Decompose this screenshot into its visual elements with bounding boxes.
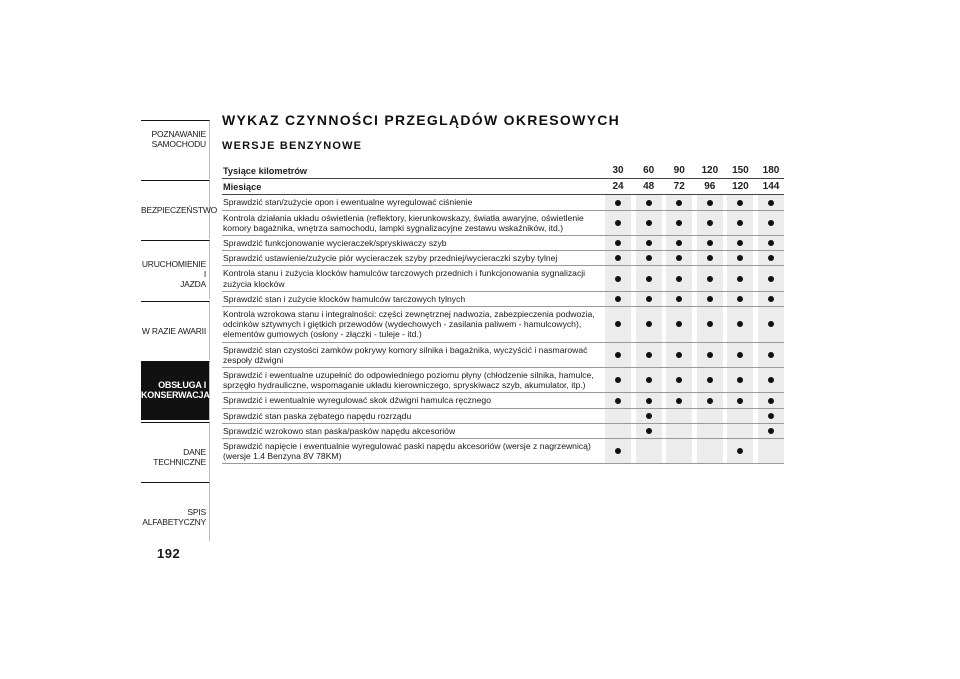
bullet-icon bbox=[707, 240, 713, 246]
check-cell bbox=[697, 195, 723, 209]
months-value: 144 bbox=[758, 179, 784, 194]
bullet-icon bbox=[768, 200, 774, 206]
km-value: 120 bbox=[697, 163, 723, 178]
empty-cell bbox=[605, 424, 631, 438]
bullet-icon bbox=[646, 377, 652, 383]
months-value: 72 bbox=[666, 179, 692, 194]
check-cell bbox=[605, 236, 631, 250]
bullet-icon bbox=[646, 413, 652, 419]
bullet-icon bbox=[676, 377, 682, 383]
check-cell bbox=[758, 307, 784, 342]
bullet-icon bbox=[707, 200, 713, 206]
check-cell bbox=[758, 251, 784, 265]
check-cell bbox=[605, 292, 631, 306]
bullet-icon bbox=[707, 377, 713, 383]
table-row bbox=[222, 292, 784, 307]
bullet-icon bbox=[737, 220, 743, 226]
table-row bbox=[222, 266, 784, 291]
bullet-icon bbox=[737, 276, 743, 282]
check-cell bbox=[697, 368, 723, 392]
km-value: 150 bbox=[727, 163, 753, 178]
bullet-icon bbox=[707, 255, 713, 261]
bullet-icon bbox=[737, 377, 743, 383]
check-cell bbox=[636, 211, 662, 235]
empty-cell bbox=[666, 409, 692, 423]
check-cell bbox=[758, 368, 784, 392]
bullet-icon bbox=[615, 220, 621, 226]
task-description: Sprawdzić stan czystości zamków pokrywy komory silnika i bagażnika, wyczyścić i nasmarować zespoły dźwigni bbox=[223, 344, 588, 365]
check-cell bbox=[666, 236, 692, 250]
bullet-icon bbox=[737, 240, 743, 246]
table-body bbox=[222, 195, 784, 464]
months-value: 48 bbox=[636, 179, 662, 194]
km-label: Tysiące kilometrów bbox=[223, 166, 308, 176]
check-cell bbox=[605, 439, 631, 463]
months-header-row bbox=[222, 179, 784, 195]
bullet-icon bbox=[768, 255, 774, 261]
check-cell bbox=[636, 195, 662, 209]
page-number: 192 bbox=[157, 546, 181, 561]
bullet-icon bbox=[707, 276, 713, 282]
check-cell bbox=[727, 251, 753, 265]
bullet-icon bbox=[646, 240, 652, 246]
bullet-icon bbox=[707, 352, 713, 358]
check-cell bbox=[758, 236, 784, 250]
task-description: Sprawdzić ustawienie/zużycie piór wycieraczek szyby przedniej/wycieraczki szyby tylnej bbox=[223, 253, 558, 264]
bullet-icon bbox=[646, 321, 652, 327]
check-cell bbox=[727, 292, 753, 306]
bullet-icon bbox=[737, 296, 743, 302]
bullet-icon bbox=[615, 398, 621, 404]
check-cell bbox=[727, 343, 753, 367]
bullet-icon bbox=[646, 428, 652, 434]
bullet-icon bbox=[615, 321, 621, 327]
task-description: Kontrola działania układu oświetlenia (reflektory, kierunkowskazy, światła awaryjne, oświetlenie komory bagażnika, wnętrza samochodu, lampki sygnalizacyjne zestawu wskaźników, itd.) bbox=[223, 212, 584, 233]
check-cell bbox=[697, 211, 723, 235]
check-cell bbox=[758, 393, 784, 407]
bullet-icon bbox=[737, 255, 743, 261]
check-cell bbox=[605, 307, 631, 342]
bullet-icon bbox=[615, 240, 621, 246]
bullet-icon bbox=[676, 200, 682, 206]
check-cell bbox=[727, 368, 753, 392]
bullet-icon bbox=[707, 220, 713, 226]
check-cell bbox=[697, 343, 723, 367]
empty-cell bbox=[605, 409, 631, 423]
check-cell bbox=[605, 251, 631, 265]
check-cell bbox=[666, 251, 692, 265]
check-cell bbox=[636, 307, 662, 342]
task-description: Sprawdzić funkcjonowanie wycieraczek/spryskiwaczy szyb bbox=[223, 238, 447, 249]
bullet-icon bbox=[676, 321, 682, 327]
check-cell bbox=[727, 307, 753, 342]
bullet-icon bbox=[768, 220, 774, 226]
check-cell bbox=[758, 343, 784, 367]
table-row bbox=[222, 211, 784, 236]
bullet-icon bbox=[615, 448, 621, 454]
bullet-icon bbox=[615, 296, 621, 302]
bullet-icon bbox=[707, 296, 713, 302]
empty-cell bbox=[697, 439, 723, 463]
table-row bbox=[222, 393, 784, 408]
table-row bbox=[222, 251, 784, 266]
km-value: 30 bbox=[605, 163, 631, 178]
bullet-icon bbox=[768, 296, 774, 302]
check-cell bbox=[758, 211, 784, 235]
task-description: Sprawdzić i ewentualnie wyregulować skok dźwigni hamulca ręcznego bbox=[223, 395, 491, 406]
task-description: Sprawdzić stan i zużycie klocków hamulców tarczowych tylnych bbox=[223, 293, 466, 304]
check-cell bbox=[727, 439, 753, 463]
bullet-icon bbox=[768, 428, 774, 434]
check-cell bbox=[666, 266, 692, 290]
task-description: Kontrola stanu i zużycia klocków hamulców tarczowych przednich i funkcjonowania sygnalizacji zużycia klocków bbox=[223, 268, 586, 289]
bullet-icon bbox=[768, 398, 774, 404]
check-cell bbox=[666, 292, 692, 306]
empty-cell bbox=[758, 439, 784, 463]
check-cell bbox=[605, 266, 631, 290]
check-cell bbox=[758, 292, 784, 306]
empty-cell bbox=[697, 424, 723, 438]
check-cell bbox=[666, 393, 692, 407]
check-cell bbox=[697, 393, 723, 407]
check-cell bbox=[697, 292, 723, 306]
bullet-icon bbox=[768, 276, 774, 282]
check-cell bbox=[666, 211, 692, 235]
empty-cell bbox=[666, 424, 692, 438]
task-description: Sprawdzić stan/zużycie opon i ewentualne wyregulować ciśnienie bbox=[223, 197, 473, 208]
table-row bbox=[222, 195, 784, 210]
bullet-icon bbox=[676, 240, 682, 246]
bullet-icon bbox=[676, 276, 682, 282]
tab-poznawanie-samochodu[interactable]: POZNAWANIE SAMOCHODU bbox=[141, 120, 210, 179]
bullet-icon bbox=[676, 398, 682, 404]
tab-uruchomienie-i-jazda[interactable]: URUCHOMIENIE I JAZDA bbox=[141, 240, 210, 299]
bullet-icon bbox=[676, 296, 682, 302]
months-value: 96 bbox=[697, 179, 723, 194]
check-cell bbox=[758, 409, 784, 423]
months-value: 24 bbox=[605, 179, 631, 194]
check-cell bbox=[666, 195, 692, 209]
check-cell bbox=[636, 236, 662, 250]
check-cell bbox=[605, 368, 631, 392]
bullet-icon bbox=[615, 377, 621, 383]
bullet-icon bbox=[676, 352, 682, 358]
bullet-icon bbox=[737, 398, 743, 404]
task-description: Kontrola wzrokowa stanu i integralności: części zewnętrznej nadwozia, zabezpieczenia podwozia, odcinków sztywnych i giętkich przewodów (wydechowych - zasilania paliwem - hamulcowych), elementów gumowych (osłony - złączki - tuleje - itd.) bbox=[223, 309, 595, 340]
tab-dane-techniczne[interactable]: DANE TECHNICZNE bbox=[141, 422, 210, 481]
check-cell bbox=[605, 211, 631, 235]
bullet-icon bbox=[646, 276, 652, 282]
bullet-icon bbox=[646, 296, 652, 302]
maintenance-table bbox=[222, 163, 784, 464]
table-row bbox=[222, 236, 784, 251]
check-cell bbox=[636, 343, 662, 367]
empty-cell bbox=[727, 409, 753, 423]
check-cell bbox=[636, 424, 662, 438]
page-subtitle: WERSJE BENZYNOWE bbox=[222, 140, 363, 152]
bullet-icon bbox=[676, 255, 682, 261]
bullet-icon bbox=[615, 200, 621, 206]
tab-bezpieczenstwo[interactable]: BEZPIECZEŃSTWO bbox=[141, 180, 210, 239]
check-cell bbox=[758, 195, 784, 209]
check-cell bbox=[636, 393, 662, 407]
bullet-icon bbox=[768, 413, 774, 419]
bullet-icon bbox=[646, 200, 652, 206]
check-cell bbox=[636, 368, 662, 392]
check-cell bbox=[636, 266, 662, 290]
check-cell bbox=[605, 393, 631, 407]
bullet-icon bbox=[646, 255, 652, 261]
table-row bbox=[222, 343, 784, 368]
table-row bbox=[222, 307, 784, 343]
check-cell bbox=[727, 266, 753, 290]
check-cell bbox=[636, 409, 662, 423]
tab-obsluga-i-konserwacja[interactable]: OBSŁUGA I KONSERWACJA bbox=[141, 361, 210, 420]
check-cell bbox=[636, 292, 662, 306]
table-row bbox=[222, 409, 784, 424]
bullet-icon bbox=[768, 240, 774, 246]
check-cell bbox=[727, 236, 753, 250]
check-cell bbox=[666, 343, 692, 367]
bullet-icon bbox=[737, 200, 743, 206]
bullet-icon bbox=[646, 352, 652, 358]
months-value: 120 bbox=[727, 179, 753, 194]
task-description: Sprawdzić wzrokowo stan paska/pasków napędu akcesoriów bbox=[223, 425, 456, 436]
table-row bbox=[222, 368, 784, 393]
bullet-icon bbox=[737, 448, 743, 454]
empty-cell bbox=[636, 439, 662, 463]
check-cell bbox=[697, 251, 723, 265]
km-value: 180 bbox=[758, 163, 784, 178]
bullet-icon bbox=[615, 352, 621, 358]
check-cell bbox=[697, 307, 723, 342]
check-cell bbox=[636, 251, 662, 265]
check-cell bbox=[605, 343, 631, 367]
check-cell bbox=[697, 266, 723, 290]
bullet-icon bbox=[768, 377, 774, 383]
check-cell bbox=[758, 266, 784, 290]
check-cell bbox=[666, 368, 692, 392]
check-cell bbox=[727, 393, 753, 407]
check-cell bbox=[758, 424, 784, 438]
tab-w-razie-awarii[interactable]: W RAZIE AWARII bbox=[141, 301, 210, 360]
bullet-icon bbox=[707, 321, 713, 327]
bullet-icon bbox=[737, 352, 743, 358]
bullet-icon bbox=[646, 398, 652, 404]
page-title: WYKAZ CZYNNOŚCI PRZEGLĄDÓW OKRESOWYCH bbox=[222, 112, 621, 128]
bullet-icon bbox=[615, 276, 621, 282]
check-cell bbox=[727, 211, 753, 235]
empty-cell bbox=[666, 439, 692, 463]
km-header-row bbox=[222, 163, 784, 179]
tab-spis-alfabetyczny[interactable]: SPIS ALFABETYCZNY bbox=[141, 482, 210, 541]
table-row bbox=[222, 439, 784, 464]
km-value: 90 bbox=[666, 163, 692, 178]
check-cell bbox=[666, 307, 692, 342]
check-cell bbox=[727, 195, 753, 209]
task-description: Sprawdzić stan paska zębatego napędu rozrządu bbox=[223, 410, 412, 421]
bullet-icon bbox=[737, 321, 743, 327]
empty-cell bbox=[697, 409, 723, 423]
bullet-icon bbox=[615, 255, 621, 261]
task-description: Sprawdzić napięcie i ewentualnie wyregulować paski napędu akcesoriów (wersje z nagrzewnicą) (wersje 1.4 Benzyna 8V 78KM) bbox=[223, 441, 591, 462]
task-description: Sprawdzić i ewentualne uzupełnić do odpowiedniego poziomu płyny (chłodzenie silnika, hamulce, sprzęgło hydrauliczne, wspomaganie układu kierowniczego, spryskiwacz szyb, akumulator, itp.) bbox=[223, 370, 594, 391]
check-cell bbox=[605, 195, 631, 209]
check-cell bbox=[697, 236, 723, 250]
months-label: Miesiące bbox=[223, 182, 262, 193]
bullet-icon bbox=[676, 220, 682, 226]
empty-cell bbox=[727, 424, 753, 438]
table-row bbox=[222, 424, 784, 439]
km-value: 60 bbox=[636, 163, 662, 178]
bullet-icon bbox=[768, 321, 774, 327]
bullet-icon bbox=[646, 220, 652, 226]
bullet-icon bbox=[768, 352, 774, 358]
bullet-icon bbox=[707, 398, 713, 404]
